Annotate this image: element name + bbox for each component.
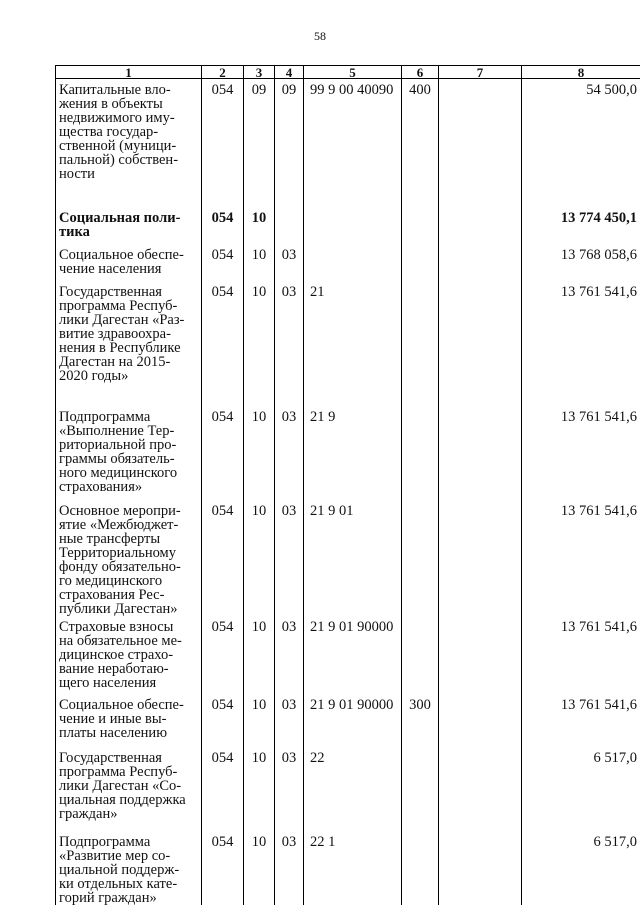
- table-body: [56, 79, 640, 905]
- grbs-cell: 054: [202, 747, 244, 831]
- grbs-cell: 054: [202, 831, 244, 905]
- subsection-cell: 03: [275, 747, 304, 831]
- column-header: 4: [275, 66, 304, 79]
- subsection-cell: 03: [275, 500, 304, 616]
- expense-type-cell: [402, 244, 439, 281]
- page-number: 58: [0, 29, 640, 44]
- amount-cell: 13 761 541,6: [522, 500, 640, 616]
- target-article-cell: [304, 207, 402, 244]
- subsection-cell: 03: [275, 694, 304, 747]
- grbs-cell: 054: [202, 79, 244, 207]
- section-cell: 10: [244, 694, 275, 747]
- row-name-cell: Социальная поли- тика: [56, 207, 202, 244]
- expense-type-cell: [402, 281, 439, 406]
- column-header: 8: [522, 66, 640, 79]
- table-row: [56, 79, 640, 207]
- subsection-cell: 03: [275, 406, 304, 500]
- amount-cell: 13 761 541,6: [522, 616, 640, 694]
- section-cell: 10: [244, 616, 275, 694]
- subsection-cell: 09: [275, 79, 304, 207]
- amount-cell: 13 768 058,6: [522, 244, 640, 281]
- grbs-cell: 054: [202, 244, 244, 281]
- extra-cell: [439, 244, 522, 281]
- table-row: [56, 281, 640, 406]
- grbs-cell: 054: [202, 281, 244, 406]
- expense-type-cell: [402, 207, 439, 244]
- grbs-cell: 054: [202, 207, 244, 244]
- row-name-cell: Социальное обеспе- чение населения: [56, 244, 202, 281]
- section-cell: 09: [244, 79, 275, 207]
- budget-table: [55, 65, 640, 905]
- table-header-row: [56, 66, 640, 79]
- section-cell: 10: [244, 831, 275, 905]
- section-cell: 10: [244, 747, 275, 831]
- extra-cell: [439, 747, 522, 831]
- target-article-cell: 21 9 01 90000: [304, 694, 402, 747]
- extra-cell: [439, 207, 522, 244]
- extra-cell: [439, 406, 522, 500]
- expense-type-cell: 300: [402, 694, 439, 747]
- row-name-cell: Страховые взносы на обязательное ме- дицинское страхо- вание неработаю- щего населения: [56, 616, 202, 694]
- amount-cell: 13 761 541,6: [522, 281, 640, 406]
- target-article-cell: 21 9: [304, 406, 402, 500]
- extra-cell: [439, 281, 522, 406]
- expense-type-cell: [402, 831, 439, 905]
- section-cell: 10: [244, 281, 275, 406]
- column-header: 5: [304, 66, 402, 79]
- amount-cell: 13 761 541,6: [522, 406, 640, 500]
- section-cell: 10: [244, 406, 275, 500]
- expense-type-cell: 400: [402, 79, 439, 207]
- column-header: 1: [56, 66, 202, 79]
- extra-cell: [439, 500, 522, 616]
- table-row: [56, 694, 640, 747]
- amount-cell: 13 774 450,1: [522, 207, 640, 244]
- target-article-cell: 99 9 00 40090: [304, 79, 402, 207]
- extra-cell: [439, 831, 522, 905]
- column-header: 3: [244, 66, 275, 79]
- row-name-cell: Подпрограмма «Развитие мер со- циальной поддерж- ки отдельных кате- горий граждан»: [56, 831, 202, 905]
- expense-type-cell: [402, 406, 439, 500]
- expense-type-cell: [402, 500, 439, 616]
- table-row: [56, 207, 640, 244]
- target-article-cell: 21 9 01 90000: [304, 616, 402, 694]
- row-name-cell: Подпрограмма «Выполнение Тер- риториальной про- граммы обязатель- ного медицинского страхования»: [56, 406, 202, 500]
- table-row: [56, 406, 640, 500]
- table-row: [56, 500, 640, 616]
- amount-cell: 54 500,0: [522, 79, 640, 207]
- section-cell: 10: [244, 244, 275, 281]
- section-cell: 10: [244, 207, 275, 244]
- subsection-cell: [275, 207, 304, 244]
- target-article-cell: [304, 244, 402, 281]
- column-header: 6: [402, 66, 439, 79]
- amount-cell: 6 517,0: [522, 747, 640, 831]
- column-header: 7: [439, 66, 522, 79]
- table-row: [56, 244, 640, 281]
- extra-cell: [439, 79, 522, 207]
- section-cell: 10: [244, 500, 275, 616]
- column-header: 2: [202, 66, 244, 79]
- grbs-cell: 054: [202, 500, 244, 616]
- subsection-cell: 03: [275, 281, 304, 406]
- row-name-cell: Капитальные вло- жения в объекты недвижимого иму- щества государ- ственной (муници- пальной) собствен- ности: [56, 79, 202, 207]
- subsection-cell: 03: [275, 244, 304, 281]
- expense-type-cell: [402, 616, 439, 694]
- subsection-cell: 03: [275, 831, 304, 905]
- table-row: [56, 831, 640, 905]
- target-article-cell: 22: [304, 747, 402, 831]
- grbs-cell: 054: [202, 694, 244, 747]
- row-name-cell: Государственная программа Респуб- лики Дагестан «Раз- витие здравоохра- нения в Республике Дагестан на 2015- 2020 годы»: [56, 281, 202, 406]
- expense-type-cell: [402, 747, 439, 831]
- amount-cell: 13 761 541,6: [522, 694, 640, 747]
- table-row: [56, 616, 640, 694]
- grbs-cell: 054: [202, 616, 244, 694]
- row-name-cell: Государственная программа Респуб- лики Дагестан «Со- циальная поддержка граждан»: [56, 747, 202, 831]
- amount-cell: 6 517,0: [522, 831, 640, 905]
- table-row: [56, 747, 640, 831]
- extra-cell: [439, 694, 522, 747]
- target-article-cell: 21: [304, 281, 402, 406]
- row-name-cell: Социальное обеспе- чение и иные вы- платы населению: [56, 694, 202, 747]
- grbs-cell: 054: [202, 406, 244, 500]
- target-article-cell: 21 9 01: [304, 500, 402, 616]
- target-article-cell: 22 1: [304, 831, 402, 905]
- subsection-cell: 03: [275, 616, 304, 694]
- row-name-cell: Основное меропри- ятие «Межбюджет- ные трансферты Территориальному фонду обязательно- го медицинского страхования Рес- публики Дагестан»: [56, 500, 202, 616]
- extra-cell: [439, 616, 522, 694]
